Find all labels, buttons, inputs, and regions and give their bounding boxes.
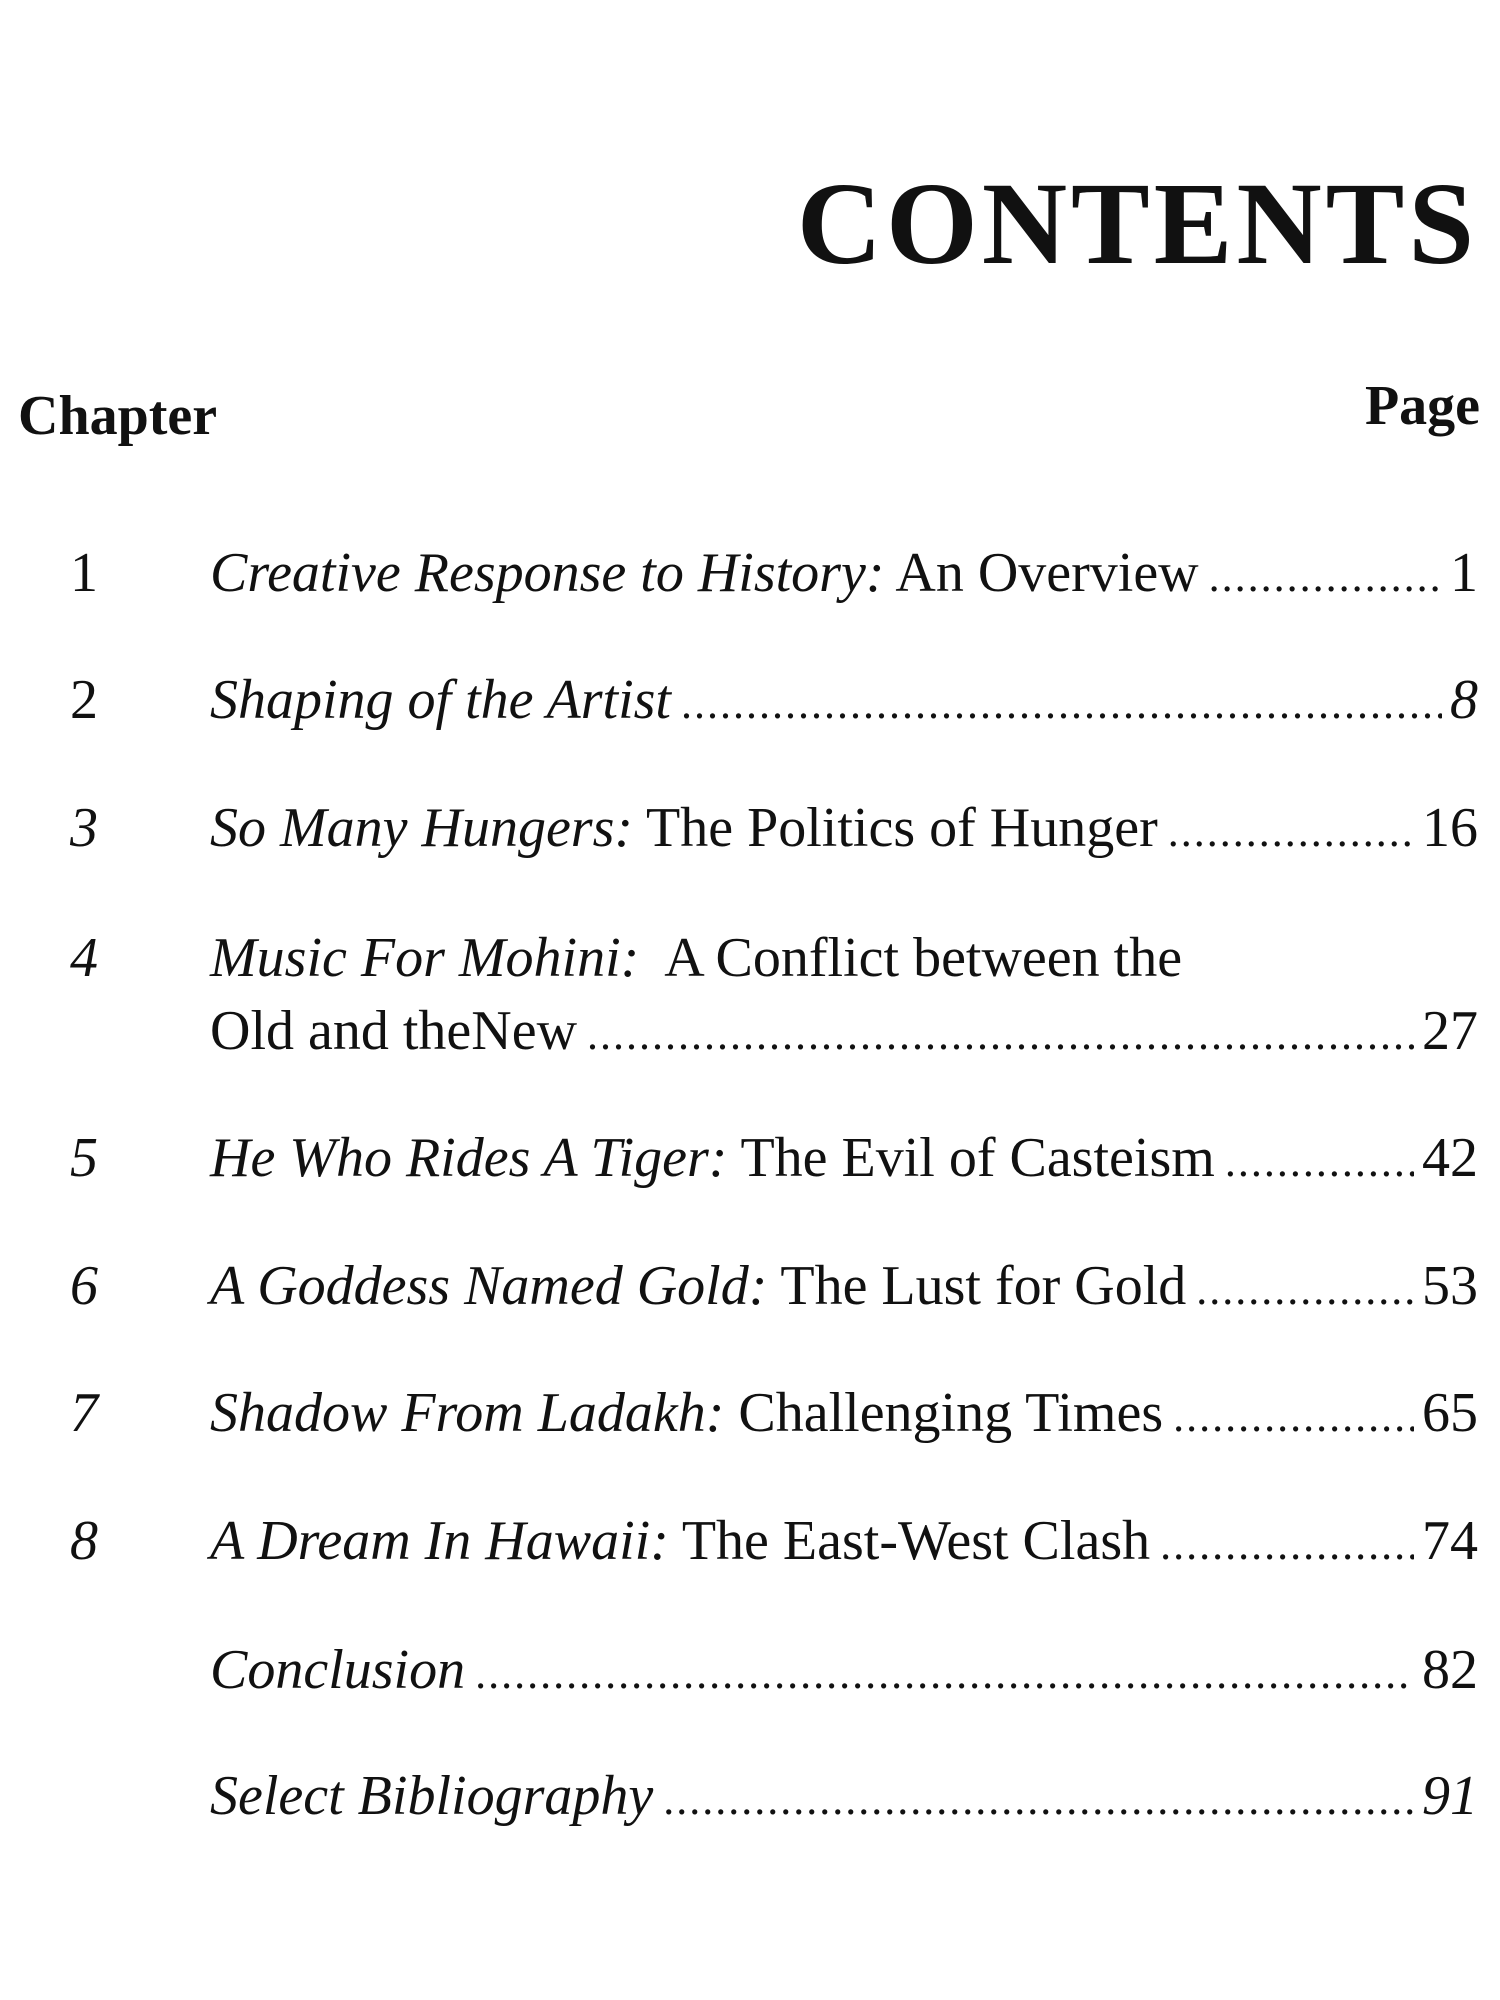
- chapter-title: Music For Mohini:: [210, 927, 640, 989]
- page-number: 27: [1422, 1000, 1478, 1062]
- page-number: 53: [1422, 1255, 1478, 1317]
- leader-dots: [1168, 810, 1414, 854]
- chapter-column-header: Chapter: [18, 385, 218, 447]
- leader-dots: [663, 1778, 1414, 1822]
- chapter-subtitle: Challenging Times: [724, 1382, 1164, 1444]
- toc-entry-line: [210, 1639, 1478, 1701]
- chapter-subtitle: An Overview: [884, 542, 1199, 604]
- chapter-subtitle: The Politics of Hunger: [633, 797, 1158, 859]
- page-number: 42: [1422, 1127, 1478, 1189]
- chapter-title: Select Bibliography: [210, 1765, 654, 1827]
- chapter-number: 4: [70, 927, 98, 989]
- leader-dots: [1225, 1140, 1414, 1184]
- page-number: 82: [1422, 1639, 1478, 1701]
- page-number: 74: [1422, 1510, 1478, 1572]
- toc-entry-line: [210, 1255, 1478, 1317]
- leader-dots: [1209, 555, 1442, 599]
- page-title: CONTENTS: [796, 158, 1478, 289]
- chapter-number: 3: [70, 797, 98, 859]
- page-number: 65: [1422, 1382, 1478, 1444]
- page-number: 8: [1450, 669, 1478, 731]
- toc-entry-line: [210, 1510, 1478, 1572]
- chapter-number: 8: [70, 1510, 98, 1572]
- toc-entry-line: [210, 1765, 1478, 1827]
- chapter-title: Shadow From Ladakh:: [210, 1382, 725, 1444]
- leader-dots: [1173, 1395, 1414, 1439]
- chapter-number: 2: [70, 669, 98, 731]
- toc-entry-line: [210, 797, 1478, 859]
- leader-dots: [1196, 1268, 1414, 1312]
- chapter-title: A Goddess Named Gold:: [210, 1255, 768, 1317]
- toc-entry-line: [210, 1127, 1478, 1189]
- chapter-number: 5: [70, 1127, 98, 1189]
- leader-dots: [475, 1652, 1414, 1696]
- chapter-title: So Many Hungers:: [210, 797, 634, 859]
- chapter-title: Shaping of the Artist: [210, 669, 671, 731]
- leader-dots: [681, 682, 1442, 726]
- page-number: 91: [1422, 1765, 1478, 1827]
- chapter-subtitle: The East-West Clash: [668, 1510, 1151, 1572]
- chapter-title: Creative Response to History:: [210, 542, 885, 604]
- chapter-title: Conclusion: [210, 1639, 466, 1701]
- toc-entry-line: [210, 669, 1478, 731]
- leader-dots: [587, 1013, 1414, 1057]
- page-number: 16: [1422, 797, 1478, 859]
- chapter-number: 6: [70, 1255, 98, 1317]
- leader-dots: [1160, 1523, 1414, 1567]
- chapter-subtitle-continued: Old and theNew: [210, 1000, 578, 1062]
- chapter-title: A Dream In Hawaii:: [210, 1510, 669, 1572]
- chapter-number: 7: [70, 1382, 98, 1444]
- chapter-subtitle: The Lust for Gold: [767, 1255, 1187, 1317]
- chapter-number: 1: [70, 542, 98, 604]
- page-column-header: Page: [1364, 375, 1480, 437]
- toc-entry-line: [210, 927, 1183, 989]
- page-number: 1: [1450, 542, 1478, 604]
- toc-entry-line: [210, 1000, 1478, 1062]
- chapter-subtitle: A Conflict between the: [653, 927, 1183, 989]
- chapter-subtitle: The Evil of Casteism: [727, 1127, 1215, 1189]
- toc-entry-line: [210, 542, 1478, 604]
- chapter-title: He Who Rides A Tiger:: [210, 1127, 728, 1189]
- toc-entry-line: [210, 1382, 1478, 1444]
